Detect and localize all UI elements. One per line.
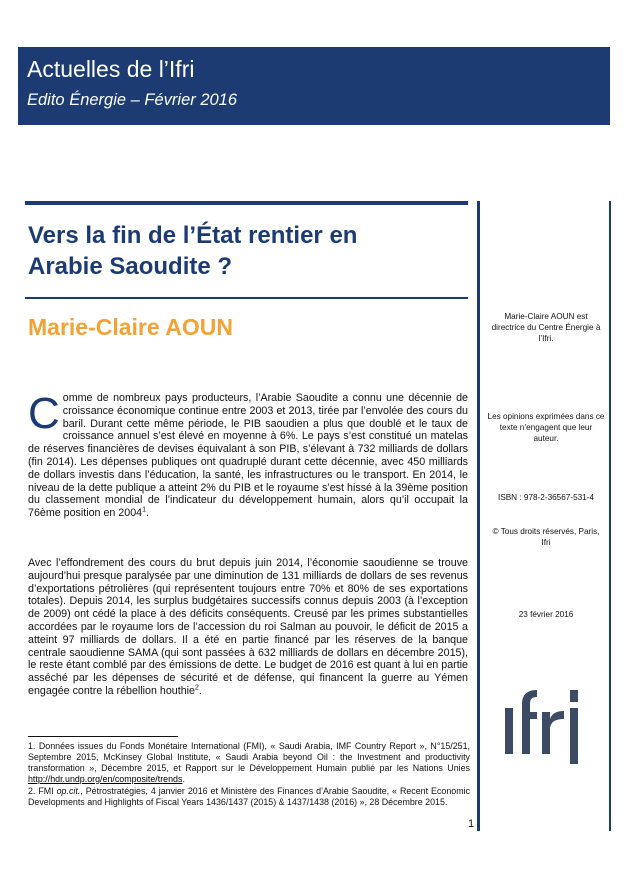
sidebar-author-note: Marie-Claire AOUN est directrice du Centre Énergie à l’Ifri. xyxy=(491,312,601,343)
paragraph-2-end: . xyxy=(198,684,202,697)
paragraph-2 xyxy=(28,557,468,698)
footnote-1 xyxy=(28,741,470,785)
header-banner xyxy=(18,47,610,125)
article-author: Marie-Claire AOUN xyxy=(28,314,233,340)
article-title-line1: Vers la fin de l’État rentier en xyxy=(28,222,358,249)
paragraph-1 xyxy=(28,389,468,520)
sidebar-isbn: ISBN : 978-2-36567-531-4 xyxy=(497,493,595,502)
title-top-rule xyxy=(25,201,468,205)
footnote-2-text: , Pétrostratégies, 4 janvier 2016 et Ministère des Finances d’Arabie Saoudite, « Recent Economic Developments and Highlights of Fiscal Years 1436/1437 (2015) & 1437/1438 (2016) », 28 Décembre 2015. xyxy=(28,786,470,807)
paragraph-2-text: Avec l’effondrement des cours du brut depuis juin 2014, l’économie saoudienne se trouve aujourd’hui presque paralysée par une diminution de 131 milliards de dollars de ses revenus d’exportations pétrolières (qui représentent toujours entre 70% et 80% de ses exportations totales). Depuis 2014, les surplus budgétaires successifs connus depuis 2003 (à l’exception de 2009) ont cédé la place à des déficits conséquents. Creusé par les primes substantielles accordées par le royaume lors de l’accession du roi Salman au pouvoir, le déficit de 2015 a atteint 97 milliards de dollars. Il a été en partie financé par les réserves de la banque centrale saoudienne SAMA (qui sont passées à 632 milliards de dollars en décembre 2015), le reste étant comblé par des émissions de dette. Le budget de 2016 est quant à lui en partie asséché par les dépenses de sécurité et de défense, qui financent la guerre au Yémen engagée contre la rébellion houthie xyxy=(28,557,468,697)
ifri-logo xyxy=(502,686,582,764)
sidebar-rights: © Tous droits réservés, Paris, Ifri xyxy=(492,527,600,547)
sidebar-date: 23 février 2016 xyxy=(518,610,574,619)
footnote-separator xyxy=(28,736,178,737)
title-bottom-rule xyxy=(25,297,468,299)
series-title: Actuelles de l’Ifri xyxy=(27,56,195,82)
footnote-ref-1[interactable]: 1 xyxy=(142,506,146,514)
footnote-2 xyxy=(28,786,470,808)
article-title xyxy=(28,220,458,282)
footnote-2-opcit: op.cit. xyxy=(56,786,81,796)
sidebar-left-rule xyxy=(477,201,480,831)
footnote-2-start: 2. FMI xyxy=(28,786,57,796)
paragraph-1-end: . xyxy=(146,507,149,520)
footnote-ref-2[interactable]: 2 xyxy=(194,684,199,692)
sidebar-disclaimer: Les opinions exprimées dans ce texte n’engagent que leur auteur. xyxy=(487,412,605,443)
page-number: 1 xyxy=(468,818,475,830)
footnote-1-text: 1. Données issues du Fonds Monétaire International (FMI), « Saudi Arabia, IMF Country Report », N°15/251, Septembre 2015, McKinsey Global Institute, « Saudi Arabia beyond Oil : the Investment and productivity transformation », Décembre 2015, et Rapport sur le Développement Humain publié par les Nations Unies xyxy=(28,741,470,773)
paragraph-1-text: omme de nombreux pays producteurs, l’Arabie Saoudite a connu une décennie de croissance économique continue entre 2003 et 2013, tirée par l’envolée des cours du baril. Durant cette même période, le PIB saoudien a plus que doublé et le taux de croissance annuel s’est élevé en moyenne à 6%. Le pays s’est constitué un matelas de réserves financières de devises équivalant à son PIB, s’élevant à 732 milliards de dollars (fin 2014). Les dépenses publiques ont quadruplé durant cette décennie, avec 450 milliards de dollars investis dans l’éducation, la santé, les infrastructures ou le transport. En 2014, le niveau de la dette publique a atteint 2% du PIB et le royaume s’est hissé à la 39ème position du classement mondial de l’indicateur du développement humain, alors qu’il occupait la 76ème position en 2004 xyxy=(28,392,468,520)
footnote-1-link[interactable]: http://hdr.undp.org/en/composite/trends xyxy=(28,774,183,784)
series-subtitle: Edito Énergie – Février 2016 xyxy=(27,91,238,109)
sidebar-right-rule xyxy=(609,201,611,831)
footnote-1-end: . xyxy=(182,774,185,784)
drop-cap: C xyxy=(28,389,60,438)
ifri-logo-mark xyxy=(505,690,578,764)
article-title-line2: Arabie Saoudite ? xyxy=(28,253,233,280)
